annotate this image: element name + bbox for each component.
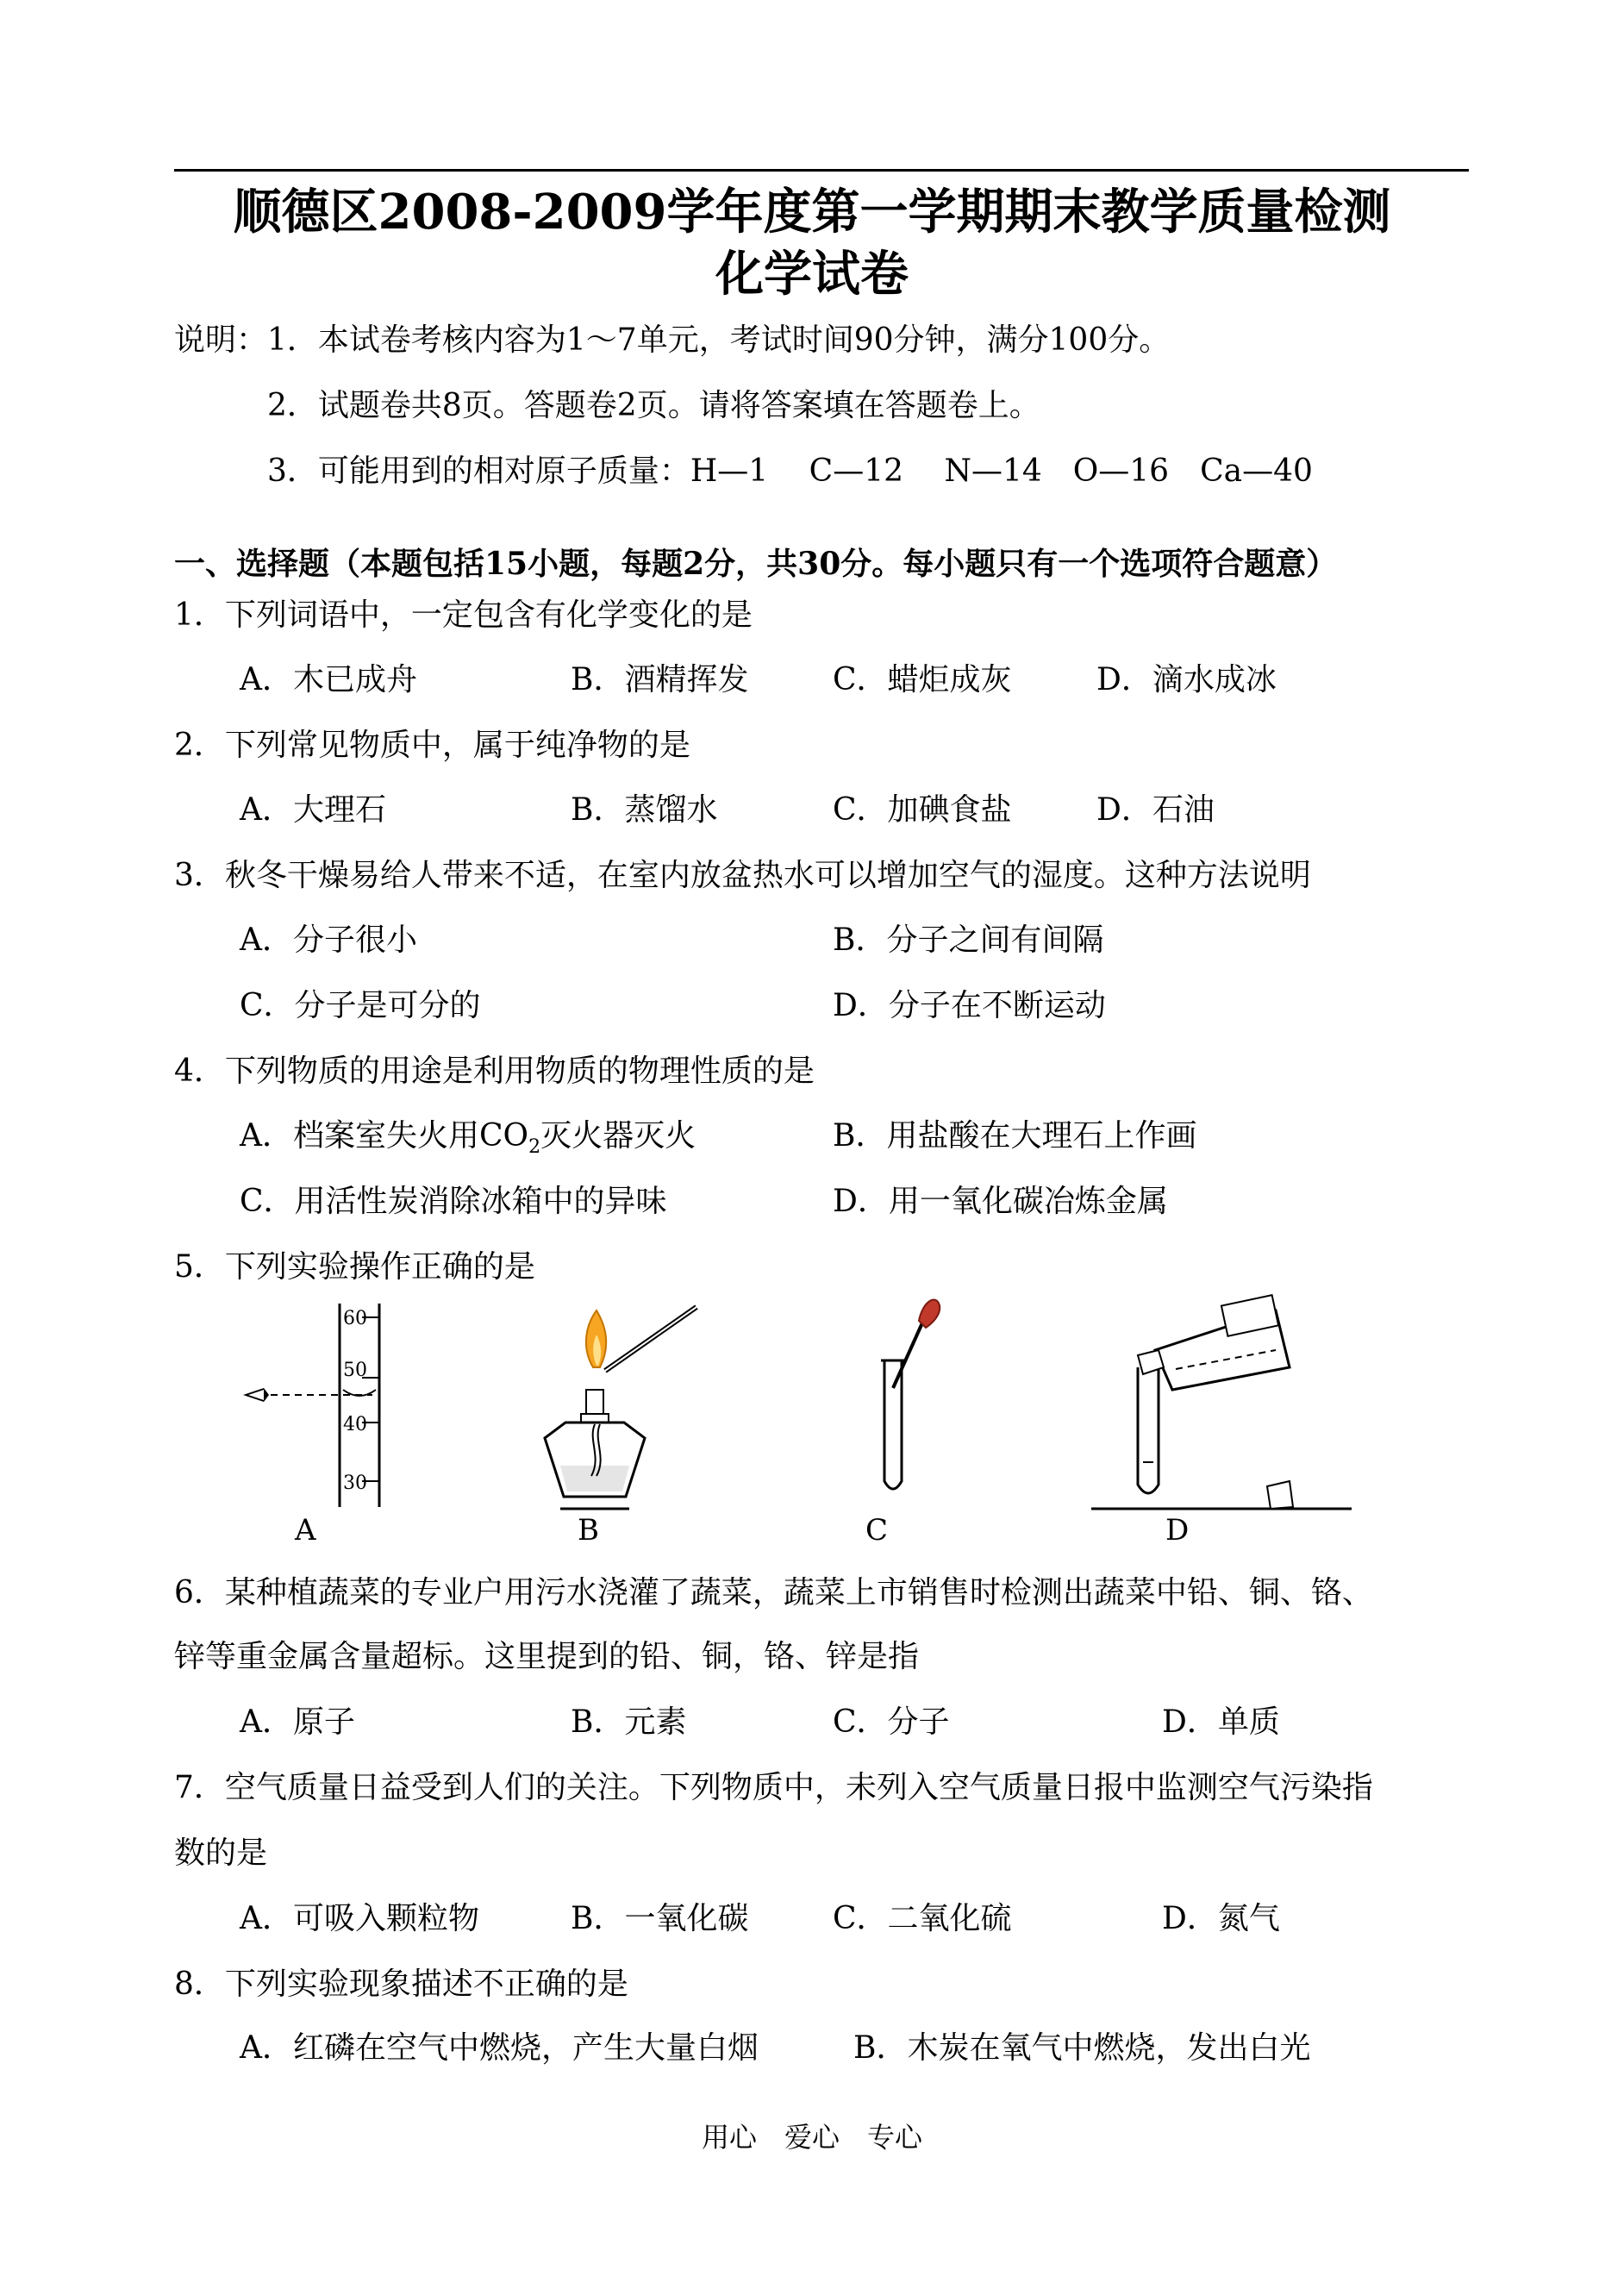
header-rule bbox=[174, 169, 1469, 172]
option-a: A．大理石 bbox=[240, 792, 386, 828]
instruction-item: 1．本试卷考核内容为1～7单元，考试时间90分钟，满分100分。 bbox=[267, 322, 1171, 358]
instructions-lead: 说明： bbox=[174, 322, 268, 358]
figure-b-alcohol-lamp bbox=[545, 1307, 696, 1548]
question-stem: 4．下列物质的用途是利用物质的物理性质的是 bbox=[174, 1054, 815, 1089]
figure-label-d: D bbox=[1165, 1513, 1190, 1548]
option-a: A．分子很小 bbox=[240, 922, 417, 958]
option-c: C．加碘食盐 bbox=[833, 792, 1012, 828]
cylinder-tick: 60 bbox=[343, 1308, 367, 1329]
question-stem: 3．秋冬干燥易给人带来不适，在室内放盆热水可以增加空气的湿度。这种方法说明 bbox=[174, 858, 1311, 893]
option-d: D．滴水成冰 bbox=[1096, 662, 1277, 697]
figure-label-c: C bbox=[865, 1513, 889, 1548]
option-a: A．红磷在空气中燃烧，产生大量白烟 bbox=[240, 2030, 759, 2066]
option-b: B．分子之间有间隔 bbox=[833, 922, 1104, 958]
figure-d-pouring-liquid bbox=[1091, 1295, 1352, 1548]
option-b: B．用盐酸在大理石上作画 bbox=[833, 1118, 1197, 1154]
figure-label-b: B bbox=[578, 1513, 599, 1548]
cylinder-tick: 50 bbox=[343, 1360, 367, 1381]
question-stem-cont: 锌等重金属含量超标。这里提到的铅、铜，铬、锌是指 bbox=[174, 1639, 920, 1674]
lab-operations-figure bbox=[0, 1289, 1624, 1556]
cylinder-tick: 40 bbox=[343, 1414, 367, 1435]
question-stem: 7．空气质量日益受到人们的关注。下列物质中，未列入空气质量日报中监测空气污染指 bbox=[174, 1770, 1373, 1805]
option-c: C．分子 bbox=[833, 1704, 950, 1740]
question-stem: 5．下列实验操作正确的是 bbox=[174, 1249, 535, 1285]
option-a: A．原子 bbox=[240, 1704, 355, 1740]
figure-label-a: A bbox=[295, 1513, 316, 1548]
option-c: C．分子是可分的 bbox=[240, 988, 481, 1023]
option-b: B．酒精挥发 bbox=[571, 662, 749, 697]
option-a: A．档案室失火用$CO_2$灭火器灭火 bbox=[240, 1118, 696, 1159]
option-c: C．用活性炭消除冰箱中的异味 bbox=[240, 1184, 667, 1219]
option-b: B．木炭在氧气中燃烧，发出白光 bbox=[853, 2030, 1311, 2066]
cylinder-tick: 30 bbox=[343, 1473, 367, 1494]
question-stem-cont: 数的是 bbox=[174, 1835, 268, 1871]
question-stem: 6．某种植蔬菜的专业户用污水浇灌了蔬菜，蔬菜上市销售时检测出蔬菜中铅、铜、铬、 bbox=[174, 1575, 1373, 1610]
question-stem: 8．下列实验现象描述不正确的是 bbox=[174, 1967, 628, 2002]
option-d: D．分子在不断运动 bbox=[833, 988, 1106, 1023]
figure-a-cylinder-reading bbox=[243, 1304, 379, 1548]
option-a: A．可吸入颗粒物 bbox=[240, 1901, 479, 1936]
question-stem: 2．下列常见物质中，属于纯净物的是 bbox=[174, 728, 690, 763]
question-stem: 1．下列词语中，一定包含有化学变化的是 bbox=[174, 597, 753, 633]
page-footer: 用心 爱心 专心 bbox=[701, 2121, 922, 2154]
option-d: D．单质 bbox=[1162, 1704, 1280, 1740]
option-d: D．氮气 bbox=[1162, 1901, 1280, 1936]
option-b: B．元素 bbox=[571, 1704, 687, 1740]
page-title: 顺德区2008-2009学年度第一学期期末教学质量检测 bbox=[233, 184, 1391, 241]
page-subtitle: 化学试卷 bbox=[715, 246, 909, 303]
option-b: B．一氧化碳 bbox=[571, 1901, 749, 1936]
option-c: C．二氧化硫 bbox=[833, 1901, 1012, 1936]
instruction-item: 2．试题卷共8页。答题卷2页。请将答案填在答题卷上。 bbox=[267, 388, 1040, 423]
option-a: A．木已成舟 bbox=[240, 662, 417, 697]
option-d: D．石油 bbox=[1096, 792, 1215, 828]
option-d: D．用一氧化碳冶炼金属 bbox=[833, 1184, 1168, 1219]
figure-c-dropper bbox=[865, 1300, 940, 1548]
option-b: B．蒸馏水 bbox=[571, 792, 718, 828]
instruction-item: 3．可能用到的相对原子质量：H—1 C—12 N—14 O—16 Ca—40 bbox=[267, 453, 1313, 489]
section-heading: 一、选择题（本题包括15小题，每题2分，共30分。每小题只有一个选项符合题意） bbox=[174, 546, 1338, 582]
option-c: C．蜡炬成灰 bbox=[833, 662, 1012, 697]
